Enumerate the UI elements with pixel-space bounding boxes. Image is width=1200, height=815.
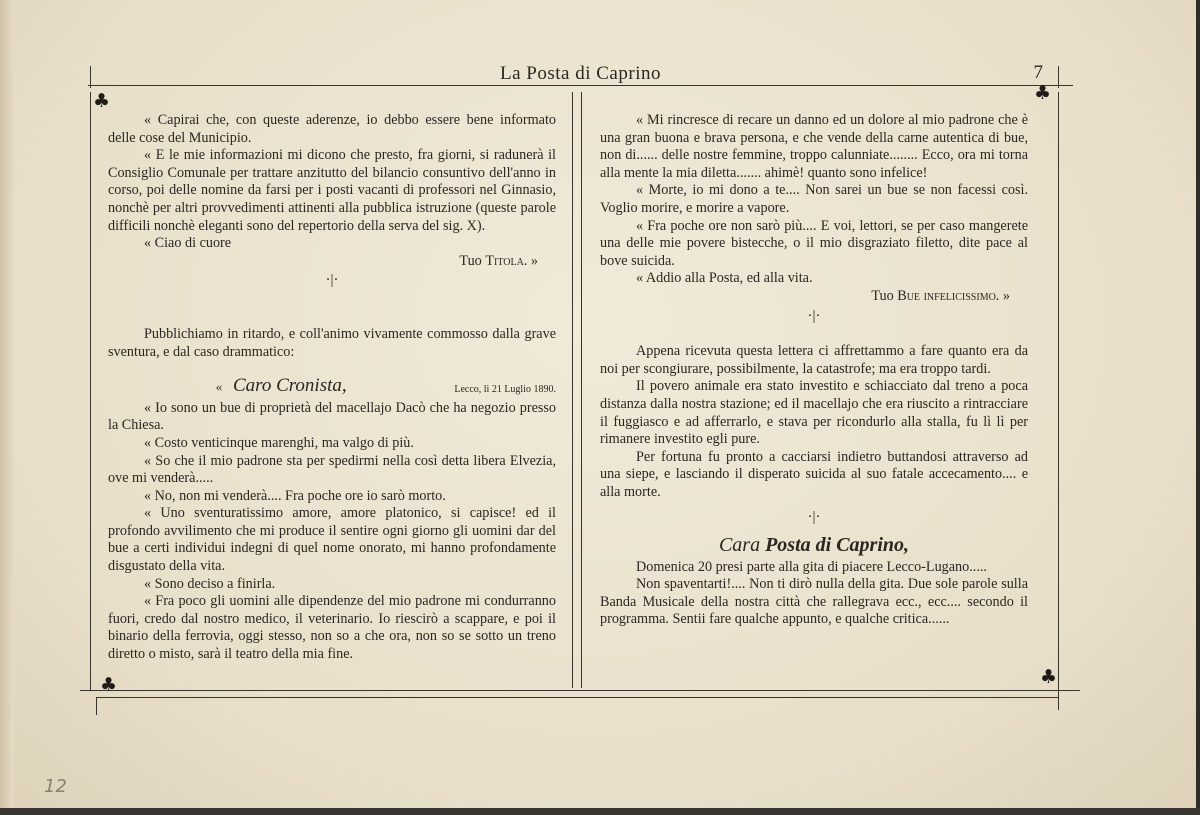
paragraph: « Uno sventuratissimo amore, amore platonico, si capisce! ed il profondo avvilimento che mi produce il sentire ogni giorno gli uomini dar del bue a certi individui indegni di quel nome onorato, mi hanno profondamente disgustato della vita. [108, 505, 556, 575]
frame-bottom-rule-inner [96, 697, 1058, 698]
paragraph: « Addio alla Posta, ed alla vita. [636, 270, 813, 287]
running-title: La Posta di Caprino [500, 63, 661, 84]
paragraph: « So che il mio padrone sta per spedirmi nella così detta libera Elvezia, ove mi venderà..... [108, 452, 556, 487]
paragraph: « Ciao di cuore [144, 235, 232, 252]
paragraph: « No, non mi venderà.... Fra poche ore io sarò morto. [144, 487, 446, 504]
paragraph: Appena ricevuta questa lettera ci affrettammo a fare quanto era da noi per scongiurare, possibilmente, la catastrofe; ma era troppo tardi. [600, 343, 1028, 377]
right-column [600, 112, 1028, 629]
club-ornament-icon: ♣ [1034, 82, 1052, 104]
page-header [88, 60, 1073, 86]
paragraph: « Fra poco gli uomini alle dipendenze del mio padrone mi condurranno fuori, credo dal nostro medico, il veterinario. Io riescirò a scappare, e poi il binario della ferrovia, oggi stesso, non so a che ora, non so se sotto un treno diretto o misto, sarà il teatro della mia fine. [108, 593, 556, 663]
page-number: 7 [1033, 62, 1043, 83]
club-ornament-icon: ♣ [1040, 666, 1058, 688]
frame-bottom-rule [80, 690, 1080, 691]
paragraph: Domenica 20 presi parte alla gita di piacere Lecco-Lugano..... [636, 558, 987, 575]
signature-prefix: Tuo [459, 252, 482, 269]
club-ornament-icon: ♣ [93, 90, 111, 112]
paragraph: « Io sono un bue di proprietà del macellajo Dacò che ha negozio presso la Chiesa. [108, 399, 556, 434]
signature-bue [600, 288, 1028, 306]
heading-text: Caro Cronista, [232, 375, 347, 397]
column-divider [572, 92, 582, 688]
club-ornament-icon: ♣ [100, 674, 118, 696]
paragraph: Il povero animale era stato investito e schiacciato dal treno a poca distanza dalla nostra stazione; ed il macellajo che era riuscito a rintracciare il fuggiasco e ad afferrarlo, e stava per ricondurlo alla stalla, fu lì lì per rimanere investito egli pure. [600, 378, 1028, 448]
signature-titola [108, 253, 556, 271]
paragraph: Non spaventarti!.... Non ti dirò nulla della gita. Due sole parole sulla Banda Musicale della nostra città che rallegrava ecc., ecc.... secondo il programma. Sentii fare qualche appunto, e qualche critica...... [600, 576, 1028, 628]
separator-ornament: ·|· [807, 509, 821, 526]
heading-bold-text: Posta di Caprino, [765, 534, 910, 557]
paragraph: « Capirai che, con queste aderenze, io debbo essere bene informato delle cose del Municipio. [108, 112, 556, 146]
letter-heading [600, 534, 1028, 557]
header-rule [88, 85, 1073, 86]
frame-left-line [90, 92, 91, 690]
frame-right-line [1058, 92, 1059, 690]
paragraph: « Costo venticinque marenghi, ma valgo di più. [144, 434, 414, 451]
separator-ornament: ·|· [325, 272, 339, 289]
signature-name: Bue infelicissimo. » [897, 287, 1010, 304]
signature-name: Titola. » [485, 252, 538, 269]
margin-note: 12 [44, 776, 67, 797]
left-column [108, 112, 556, 664]
paragraph: « Morte, io mi dono a te.... Non sarei un bue se non facessi così. Voglio morire, e morire a vapore. [600, 182, 1028, 216]
heading-prefix: Cara [718, 534, 761, 557]
letter-heading [108, 377, 556, 396]
frame-tick-bottom-left [96, 697, 97, 715]
paragraph: Per fortuna fu pronto a cacciarsi indietro buttandosi attraverso ad una siepe, e lasciando il disperato suicida al suo fatale accecamento.... e alla morte. [600, 448, 1028, 500]
paragraph: Pubblichiamo in ritardo, e coll'animo vivamente commosso dalla grave sventura, e dal caso drammatico: [108, 325, 556, 360]
page-binding-edge [0, 0, 14, 808]
place-date: Lecco, li 21 Luglio 1890. [454, 384, 556, 396]
paragraph: « Sono deciso a finirla. [144, 575, 276, 592]
frame-tick-bottom-right [1058, 690, 1059, 710]
paragraph: « E le mie informazioni mi dicono che presto, fra giorni, si radunerà il Consiglio Comunale per trattare anzitutto del bilancio consuntivo dell'anno in corso, poi delle nomine da farsi per i posti vacanti di professori nel Ginnasio, nonchè per altri provvedimenti attinenti alla pubblica istruzione (queste parole difficili nonchè eleganti sono del repertorio della serva del sig. X). [108, 147, 556, 234]
heading-quote: « [215, 379, 223, 395]
paragraph: « Mi rincresce di recare un danno ed un dolore al mio padrone che è una gran buona e brava persona, e che vende della carne autentica di bue, non di...... delle nostre femmine, troppo calunniate........ Ecco, ora mi torna alla mente la mia diletta....... ahimè! quanto sono infelice! [600, 112, 1028, 181]
separator-ornament: ·|· [807, 307, 821, 324]
paragraph: « Fra poche ore non sarò più.... E voi, lettori, se per caso mangerete una delle mie povere bistecche, o il mio disgraziato filetto, dite pace al bove suicida. [600, 217, 1028, 269]
signature-prefix: Tuo [871, 287, 894, 304]
